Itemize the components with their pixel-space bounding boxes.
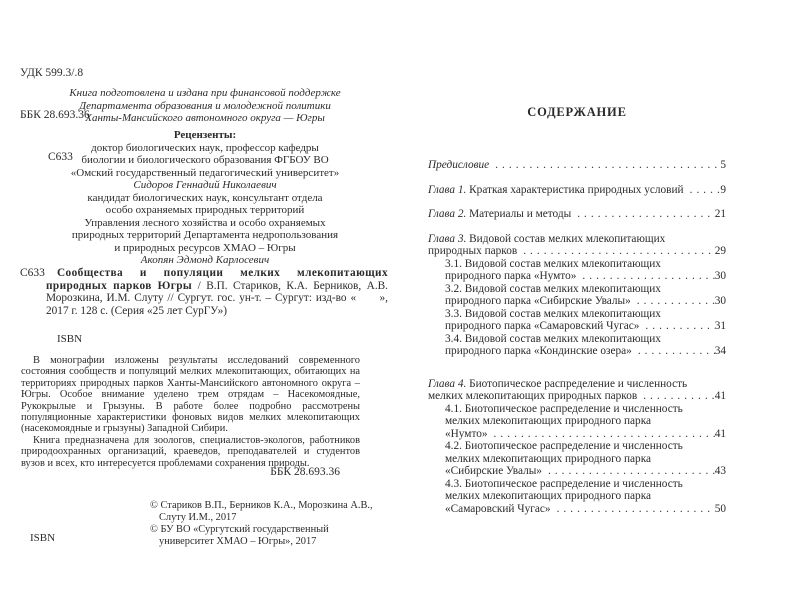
copyright-line: университет ХМАО – Югры», 2017 xyxy=(159,536,317,547)
toc-entry xyxy=(428,159,726,172)
bib-imprint: / В.П. Стариков, К.А. Берников, А.В. Морозкина, И.М. Слуту // Сургут. гос. ун-т. – Сургут: изд-во « », 2017 г. 128 с. (Серия «25 лет СурГУ») xyxy=(46,279,389,317)
funding-line: Департамента образования и молодежной политики xyxy=(79,99,331,112)
book-title: Сообщества и популяции мелких млекопитающих природных парков Югры xyxy=(46,267,388,292)
copyright-block xyxy=(150,500,373,548)
toc-page-number: 50 xyxy=(714,502,726,515)
reviewers-block xyxy=(20,129,390,267)
toc-page-number: 34 xyxy=(714,345,726,357)
toc-entry-label: Глава 4. xyxy=(428,377,467,390)
toc-entry: 4.2. Биотопическое распределение и численность мелких млекопитающих природного парка «Сибирские Увалы» . . . 43 xyxy=(428,440,726,478)
toc-page-number: 9 xyxy=(720,183,726,196)
toc-page-number: 5 xyxy=(720,159,726,171)
dot-leader xyxy=(639,320,714,333)
bbk-footer: ББК 28.693.36 xyxy=(270,466,340,478)
toc-page-number: 29 xyxy=(714,245,726,257)
dot-leader xyxy=(632,345,715,358)
reviewer-name: Акопян Эдмонд Карлосевич xyxy=(140,254,270,266)
toc-entry-label: Глава 2. xyxy=(428,208,467,220)
reviewer-line: особо охраняемых природных территорий xyxy=(105,204,305,216)
dot-leader xyxy=(489,159,720,172)
toc-entry-label: Предисловие xyxy=(428,159,490,171)
annotation-paragraph: В монографии изложены результаты исследований современного состояния сообществ и популяций мелких млекопитающих, обитающих на территориях природных парков Ханты-Мансийского автономного округа – Югры. Особое внимание уделено трем отрядам – Насекомоядные, Рукокрылые и Грызуны. В работе более подробно рассмотрены популяционные характеристики фоновых видов мелких млекопитающих (насекомоядные и грызуны) Западной Сибири. xyxy=(21,355,360,435)
reviewer-name: Сидоров Геннадий Николаевич xyxy=(133,179,277,191)
toc-entry-label: Глава 1. xyxy=(428,183,467,196)
reviewer-line: биологии и биологического образования ФГБОУ ВО xyxy=(81,154,329,166)
annotation-block xyxy=(21,355,360,469)
dot-leader xyxy=(631,295,715,308)
dot-leader xyxy=(637,390,715,403)
author-sign: С633 xyxy=(48,151,73,163)
isbn-label: ISBN xyxy=(30,532,56,544)
dot-leader xyxy=(684,184,721,197)
reviewer-line: природных территорий Департамента недропользования xyxy=(71,229,339,241)
toc-page-number: 41 xyxy=(714,427,726,440)
toc-entry: 4.3. Биотопическое распределение и численность мелких млекопитающих природного парка «Самаровский Чугас» . . . 50 xyxy=(428,478,726,516)
toc-page-number: 21 xyxy=(714,208,726,220)
copyright-line: Слуту И.М., 2017 xyxy=(159,512,237,523)
toc-entry: 3.3. Видовой состав мелких млекопитающих природного парка «Самаровский Чугас» . . . 31 xyxy=(428,308,726,333)
dot-leader xyxy=(576,270,714,283)
toc-entry: 3.2. Видовой состав мелких млекопитающих природного парка «Сибирские Увалы» . . . 30 xyxy=(428,283,726,308)
toc-entry-label: Глава 3. xyxy=(428,232,467,245)
dot-leader xyxy=(542,465,715,478)
toc-entry: Глава 1. Краткая характеристика природных условий . . . 9 xyxy=(428,184,726,197)
toc-entry: Глава 4. Биотопическое распределение и численность мелких млекопитающих природных парков . . . 41 xyxy=(428,378,726,403)
toc-page-number: 30 xyxy=(714,295,726,307)
dot-leader xyxy=(551,503,715,516)
toc-entry: Глава 3. Видовой состав мелких млекопитающих природных парков . . . 29 xyxy=(428,233,726,258)
funding-note xyxy=(20,87,390,125)
reviewer-line: и природных ресурсов ХМАО – Югры xyxy=(114,241,296,254)
bbk-number: ББК 28.693.36 xyxy=(20,109,90,121)
toc-page-number: 30 xyxy=(714,270,726,282)
reviewer-line: доктор биологических наук, профессор кафедры xyxy=(91,141,319,154)
copyright-line: © БУ ВО «Сургутский государственный xyxy=(150,524,329,535)
toc-heading: СОДЕРЖАНИЕ xyxy=(527,105,627,119)
reviewer-line: Управления лесного хозяйства и особо охраняемых xyxy=(84,216,326,229)
funding-line: Ханты-Мансийского автономного округа — Югры xyxy=(85,112,325,125)
funding-line: Книга подготовлена и издана при финансовой поддержке xyxy=(69,87,341,99)
toc-entry: 3.4. Видовой состав мелких млекопитающих природного парка «Кондинские озера» . . . 34 xyxy=(428,333,726,358)
annotation-paragraph: Книга предназначена для зоологов, специалистов-экологов, работников природоохранных организаций, краеведов, преподавателей и студентов вузов и всех, кто интересуется проблемами сохранения природы. xyxy=(21,434,360,469)
dot-leader xyxy=(517,245,715,258)
dot-leader xyxy=(571,208,715,221)
bib-author-sign: С633 xyxy=(20,267,45,279)
reviewer-line: кандидат биологических наук, консультант отдела xyxy=(87,191,323,204)
copyright-line: © Стариков В.П., Берников К.А., Морозкина А.В., xyxy=(150,500,373,511)
toc-entry: 3.1. Видовой состав мелких млекопитающих природного парка «Нумто» . . . 30 xyxy=(428,258,726,283)
toc-page-number: 41 xyxy=(714,390,726,402)
udk-number: УДК 599.3/.8 xyxy=(20,67,84,79)
toc-page-number: 31 xyxy=(714,320,726,332)
bibliographic-entry xyxy=(46,267,388,317)
isbn-label: ISBN xyxy=(57,333,83,345)
reviewer-line: «Омский государственный педагогический университет» xyxy=(70,166,340,179)
dot-leader xyxy=(488,428,715,441)
toc-entry: 4.1. Биотопическое распределение и численность мелких млекопитающих природного парка «Нумто» . . . 41 xyxy=(428,403,726,441)
toc-page-number: 43 xyxy=(714,465,726,477)
table-of-contents xyxy=(428,159,726,515)
reviewers-heading: Рецензенты: xyxy=(173,129,237,141)
toc-entry: Глава 2. Материалы и методы . . . 21 xyxy=(428,208,726,221)
